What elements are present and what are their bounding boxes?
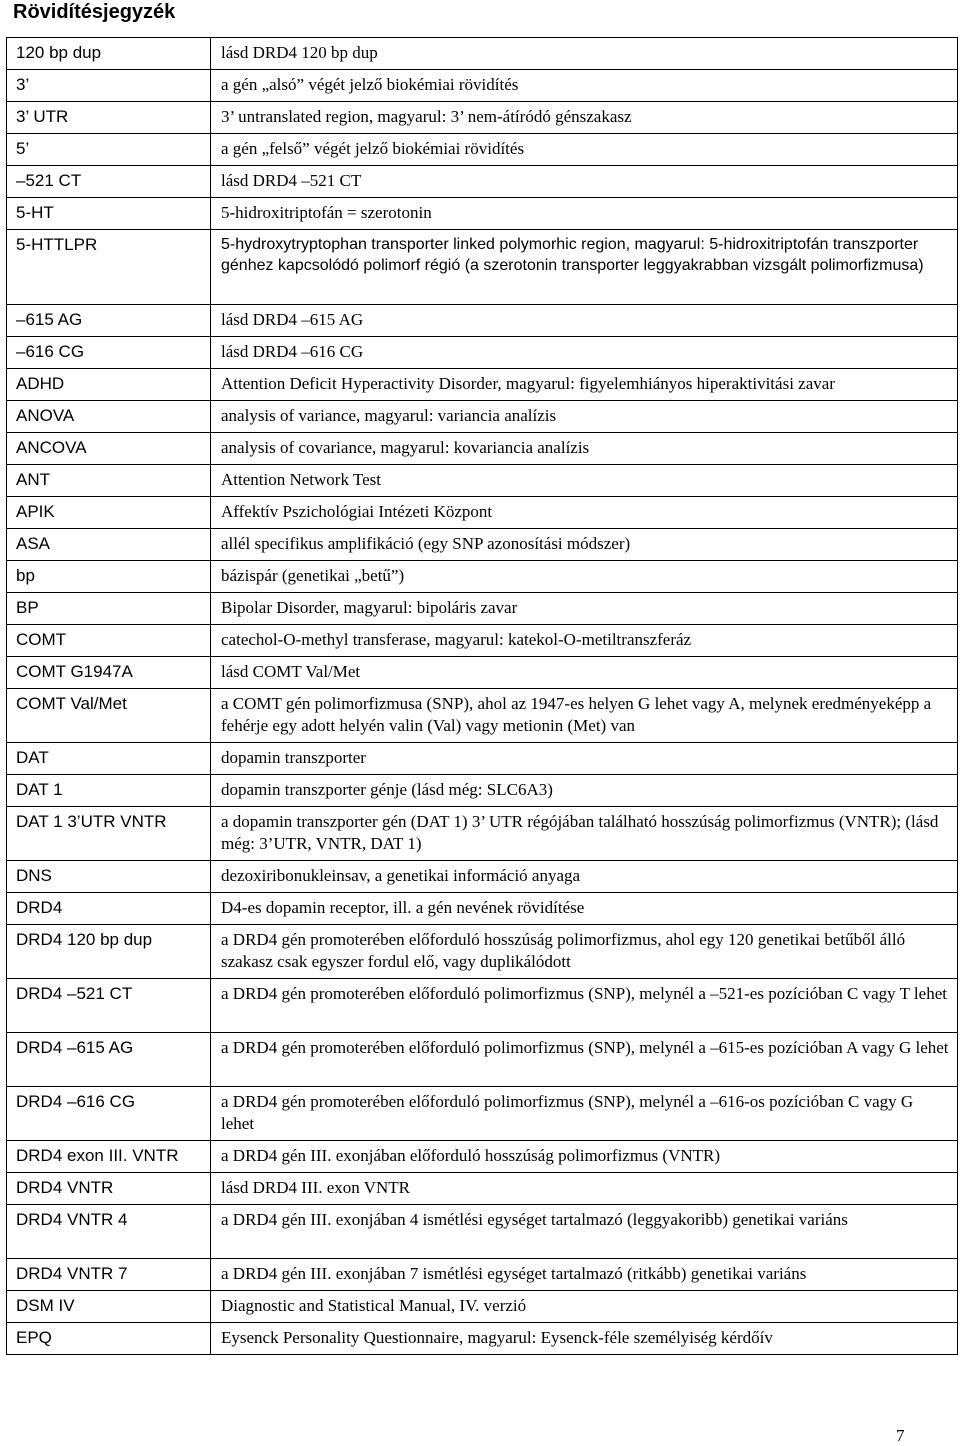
table-row: [7, 1205, 958, 1259]
abbreviation-term: DAT 1 3’UTR VNTR: [7, 807, 211, 861]
abbreviation-term: ADHD: [7, 369, 211, 401]
abbreviation-definition: a gén „felső” végét jelző biokémiai rövidítés: [211, 134, 958, 166]
abbreviation-definition: Eysenck Personality Questionnaire, magyarul: Eysenck-féle személyiség kérdőív: [211, 1323, 958, 1355]
table-row: [7, 465, 958, 497]
abbreviation-term: ASA: [7, 529, 211, 561]
abbreviation-term: COMT G1947A: [7, 657, 211, 689]
abbreviation-term: 3’: [7, 70, 211, 102]
abbreviation-term: DRD4 120 bp dup: [7, 925, 211, 979]
abbreviation-definition: lásd DRD4 –616 CG: [211, 337, 958, 369]
table-row: [7, 102, 958, 134]
abbreviation-term: 5’: [7, 134, 211, 166]
table-row: [7, 337, 958, 369]
abbreviation-definition: a DRD4 gén III. exonjában 7 ismétlési egységet tartalmazó (ritkább) genetikai variáns: [211, 1259, 958, 1291]
table-row: [7, 1173, 958, 1205]
abbreviation-definition: Diagnostic and Statistical Manual, IV. verzió: [211, 1291, 958, 1323]
abbreviation-definition: a DRD4 gén III. exonjában 4 ismétlési egységet tartalmazó (leggyakoribb) genetikai variáns: [211, 1205, 958, 1259]
abbreviation-definition: dopamin transzporter génje (lásd még: SLC6A3): [211, 775, 958, 807]
abbreviation-definition: analysis of covariance, magyarul: kovariancia analízis: [211, 433, 958, 465]
abbreviation-definition: allél specifikus amplifikáció (egy SNP azonosítási módszer): [211, 529, 958, 561]
abbreviation-definition: dezoxiribonukleinsav, a genetikai információ anyaga: [211, 861, 958, 893]
abbreviation-definition: Attention Network Test: [211, 465, 958, 497]
table-row: [7, 529, 958, 561]
abbreviation-term: DAT 1: [7, 775, 211, 807]
abbreviation-term: 3’ UTR: [7, 102, 211, 134]
table-row: [7, 1087, 958, 1141]
abbreviation-definition: Bipolar Disorder, magyarul: bipoláris zavar: [211, 593, 958, 625]
abbreviation-definition: 5-hydroxytryptophan transporter linked polymorhic region, magyarul: 5-hidroxitriptofán transzporter génhez kapcsolódó polimorf régió (a szerotonin transporter leggyakrabban vizsgált polimorfizmusa): [211, 230, 958, 305]
abbreviation-definition: a DRD4 gén promoterében előforduló polimorfizmus (SNP), melynél a –616-os pozícióban C vagy G lehet: [211, 1087, 958, 1141]
abbreviation-term: DRD4 VNTR 4: [7, 1205, 211, 1259]
table-row: [7, 625, 958, 657]
abbreviation-definition: a DRD4 gén promoterében előforduló hosszúság polimorfizmus, ahol egy 120 genetikai betűből álló szakasz csak egyszer fordul elő, vagy duplikálódott: [211, 925, 958, 979]
table-row: [7, 369, 958, 401]
abbreviation-definition: a DRD4 gén promoterében előforduló polimorfizmus (SNP), melynél a –615-es pozícióban A vagy G lehet: [211, 1033, 958, 1087]
abbreviation-definition: a gén „alsó” végét jelző biokémiai rövidítés: [211, 70, 958, 102]
table-row: [7, 1323, 958, 1355]
abbreviation-term: –616 CG: [7, 337, 211, 369]
table-row: [7, 689, 958, 743]
page-title: Rövidítésjegyzék: [13, 1, 176, 23]
abbreviation-definition: D4-es dopamin receptor, ill. a gén nevének rövidítése: [211, 893, 958, 925]
abbreviation-term: COMT: [7, 625, 211, 657]
abbreviation-term: EPQ: [7, 1323, 211, 1355]
abbreviation-definition: a dopamin transzporter gén (DAT 1) 3’ UTR régójában található hosszúság polimorfizmus (VNTR); (lásd még: 3’UTR, VNTR, DAT 1): [211, 807, 958, 861]
abbreviation-term: ANT: [7, 465, 211, 497]
abbreviation-term: ANCOVA: [7, 433, 211, 465]
abbreviation-term: COMT Val/Met: [7, 689, 211, 743]
abbreviation-term: DAT: [7, 743, 211, 775]
abbreviation-term: DRD4 –615 AG: [7, 1033, 211, 1087]
table-row: [7, 134, 958, 166]
abbreviation-definition: 5-hidroxitriptofán = szerotonin: [211, 198, 958, 230]
table-row: [7, 657, 958, 689]
table-row: [7, 401, 958, 433]
abbreviation-term: APIK: [7, 497, 211, 529]
table-row: [7, 497, 958, 529]
abbreviation-definition: lásd DRD4 –615 AG: [211, 305, 958, 337]
table-row: [7, 198, 958, 230]
abbreviation-definition: a DRD4 gén III. exonjában előforduló hosszúság polimorfizmus (VNTR): [211, 1141, 958, 1173]
abbreviation-definition: 3’ untranslated region, magyarul: 3’ nem-átíródó génszakasz: [211, 102, 958, 134]
abbreviation-term: 5-HTTLPR: [7, 230, 211, 305]
abbreviation-term: DRD4 VNTR 7: [7, 1259, 211, 1291]
abbreviation-term: –521 CT: [7, 166, 211, 198]
table-row: [7, 893, 958, 925]
abbreviation-definition: lásd DRD4 120 bp dup: [211, 38, 958, 70]
abbreviation-term: 120 bp dup: [7, 38, 211, 70]
table-row: [7, 979, 958, 1033]
abbreviation-term: DRD4: [7, 893, 211, 925]
table-row: [7, 305, 958, 337]
abbreviation-term: DRD4 –616 CG: [7, 1087, 211, 1141]
abbreviation-definition: lásd DRD4 –521 CT: [211, 166, 958, 198]
abbreviation-term: –615 AG: [7, 305, 211, 337]
table-row: [7, 925, 958, 979]
table-row: [7, 593, 958, 625]
abbreviation-definition: catechol-O-methyl transferase, magyarul: katekol-O-metiltranszferáz: [211, 625, 958, 657]
abbreviation-term: DRD4 VNTR: [7, 1173, 211, 1205]
table-row: [7, 38, 958, 70]
abbreviation-table: [6, 37, 958, 1355]
abbreviation-term: DSM IV: [7, 1291, 211, 1323]
abbreviation-definition: Affektív Pszichológiai Intézeti Központ: [211, 497, 958, 529]
abbreviation-definition: a COMT gén polimorfizmusa (SNP), ahol az 1947-es helyen G lehet vagy A, melynek eredményeképp a fehérje egy adott helyén valin (Val) vagy metionin (Met) van: [211, 689, 958, 743]
abbreviation-term: BP: [7, 593, 211, 625]
table-row: [7, 775, 958, 807]
table-row: [7, 1259, 958, 1291]
abbreviation-term: DRD4 –521 CT: [7, 979, 211, 1033]
table-row: [7, 561, 958, 593]
abbreviation-definition: bázispár (genetikai „betű”): [211, 561, 958, 593]
table-row: [7, 70, 958, 102]
abbreviation-term: DRD4 exon III. VNTR: [7, 1141, 211, 1173]
abbreviation-definition: a DRD4 gén promoterében előforduló polimorfizmus (SNP), melynél a –521-es pozícióban C vagy T lehet: [211, 979, 958, 1033]
table-row: [7, 861, 958, 893]
table-row: [7, 166, 958, 198]
table-row: [7, 230, 958, 305]
abbreviation-definition: lásd DRD4 III. exon VNTR: [211, 1173, 958, 1205]
table-row: [7, 1291, 958, 1323]
abbreviation-term: DNS: [7, 861, 211, 893]
abbreviation-term: bp: [7, 561, 211, 593]
abbreviation-definition: analysis of variance, magyarul: variancia analízis: [211, 401, 958, 433]
table-row: [7, 807, 958, 861]
abbreviation-definition: lásd COMT Val/Met: [211, 657, 958, 689]
table-row: [7, 743, 958, 775]
abbreviation-definition: Attention Deficit Hyperactivity Disorder, magyarul: figyelemhiányos hiperaktivitási zavar: [211, 369, 958, 401]
table-row: [7, 1033, 958, 1087]
table-row: [7, 433, 958, 465]
page-number: 7: [896, 1426, 905, 1445]
table-row: [7, 1141, 958, 1173]
abbreviation-definition: dopamin transzporter: [211, 743, 958, 775]
abbreviation-term: 5-HT: [7, 198, 211, 230]
abbreviation-term: ANOVA: [7, 401, 211, 433]
